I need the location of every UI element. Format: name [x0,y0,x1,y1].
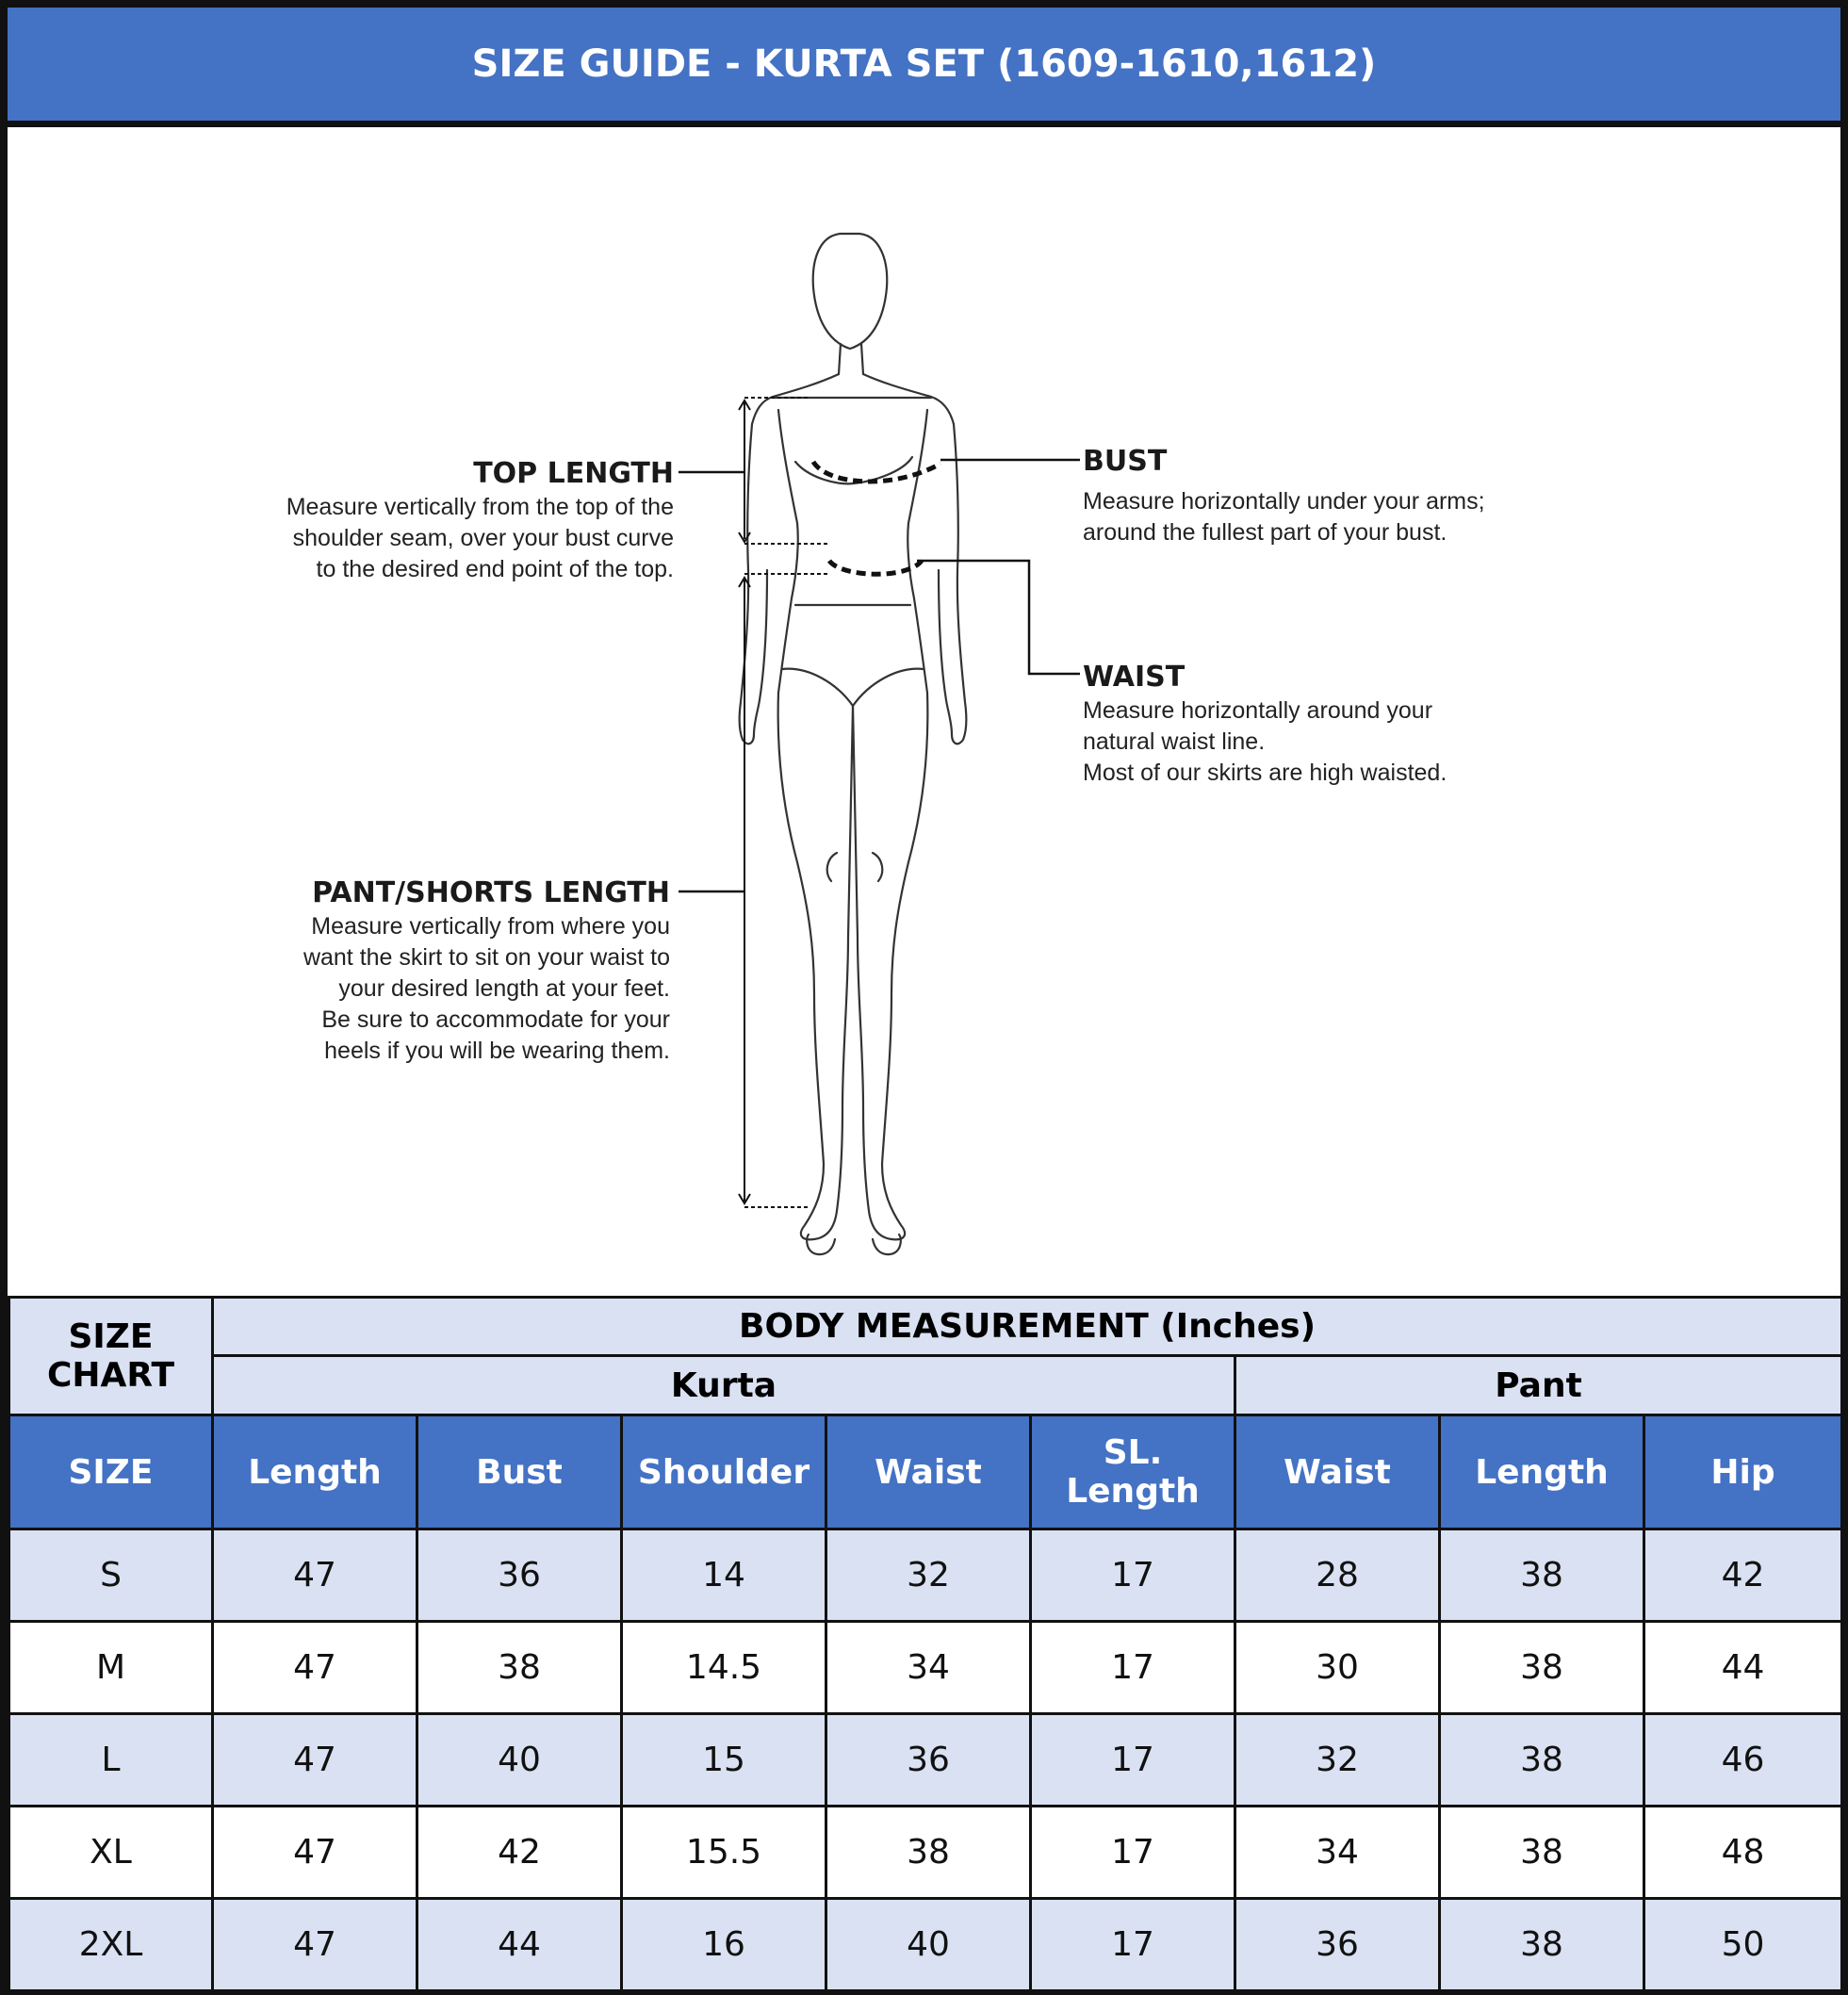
cell-hip: 44 [1644,1622,1842,1714]
pant-length-callout [303,876,670,1064]
cell-pant-waist: 34 [1235,1807,1440,1899]
column-header-shoulder: Shoulder [622,1415,826,1529]
kurta-group-label: Kurta [213,1356,1235,1415]
cell-kurta-waist: 36 [826,1714,1031,1807]
waist-heading: WAIST [1083,661,1186,694]
cell-pant-length: 38 [1440,1899,1644,1991]
waist-callout [1083,661,1447,786]
cell-kurta-length: 47 [213,1714,417,1807]
table-header-row-2 [9,1356,1842,1415]
cell-pant-length: 38 [1440,1529,1644,1622]
pant-length-heading: PANT/SHORTS LENGTH [312,876,670,909]
cell-size: L [9,1714,213,1807]
cell-shoulder: 14.5 [622,1622,826,1714]
cell-size: 2XL [9,1899,213,1991]
top-length-callout [286,457,674,582]
pant-length-line-4: Be sure to accommodate for your [321,1006,670,1033]
cell-kurta-waist: 34 [826,1622,1031,1714]
column-header-sl-length: SL. Length [1031,1415,1235,1529]
cell-size: XL [9,1807,213,1899]
bust-heading: BUST [1083,445,1168,478]
cell-kurta-length: 47 [213,1529,417,1622]
cell-pant-waist: 28 [1235,1529,1440,1622]
page-title: SIZE GUIDE - KURTA SET (1609-1610,1612) [471,42,1377,86]
title-bar [8,8,1840,127]
pant-length-line-2: want the skirt to sit on your waist to [303,944,670,971]
cell-kurta-waist: 40 [826,1899,1031,1991]
cell-kurta-waist: 32 [826,1529,1031,1622]
size-chart-table [8,1296,1843,1992]
pant-length-line-3: your desired length at your feet. [338,975,670,1002]
cell-shoulder: 16 [622,1899,826,1991]
size-chart-label: SIZE CHART [9,1298,213,1415]
waist-line-1: Measure horizontally around your [1083,697,1433,724]
cell-pant-length: 38 [1440,1807,1644,1899]
cell-size: M [9,1622,213,1714]
cell-hip: 50 [1644,1899,1842,1991]
top-length-heading: TOP LENGTH [473,457,674,490]
bust-line-1: Measure horizontally under your arms; [1083,488,1485,515]
cell-hip: 42 [1644,1529,1842,1622]
top-length-line-3: to the desired end point of the top. [316,556,674,582]
cell-sl-length: 17 [1031,1622,1235,1714]
cell-sl-length: 17 [1031,1714,1235,1807]
cell-sl-length: 17 [1031,1899,1235,1991]
cell-pant-length: 38 [1440,1714,1644,1807]
table-row [9,1899,1842,1991]
bust-callout [1083,445,1485,546]
cell-size: S [9,1529,213,1622]
size-rows [9,1529,1842,1991]
table-header-row-1 [9,1298,1842,1356]
cell-kurta-waist: 38 [826,1807,1031,1899]
waist-line-2: natural waist line. [1083,728,1266,755]
cell-bust: 44 [417,1899,622,1991]
column-header-pant-length: Length [1440,1415,1644,1529]
cell-bust: 42 [417,1807,622,1899]
pant-length-line-5: heels if you will be wearing them. [324,1038,670,1064]
waist-line-3: Most of our skirts are high waisted. [1083,760,1447,786]
cell-pant-length: 38 [1440,1622,1644,1714]
cell-sl-length: 17 [1031,1807,1235,1899]
column-header-kurta-length: Length [213,1415,417,1529]
table-row [9,1714,1842,1807]
column-header-kurta-waist: Waist [826,1415,1031,1529]
table-row [9,1529,1842,1622]
cell-kurta-length: 47 [213,1807,417,1899]
top-length-line-2: shoulder seam, over your bust curve [292,525,674,551]
measurement-guide-lines [679,398,1080,1207]
column-header-row [9,1415,1842,1529]
measurement-diagram [8,127,1840,1296]
cell-pant-waist: 30 [1235,1622,1440,1714]
cell-hip: 46 [1644,1714,1842,1807]
cell-sl-length: 17 [1031,1529,1235,1622]
cell-bust: 36 [417,1529,622,1622]
table-row [9,1807,1842,1899]
cell-shoulder: 15.5 [622,1807,826,1899]
cell-kurta-length: 47 [213,1622,417,1714]
cell-shoulder: 15 [622,1714,826,1807]
column-header-size: SIZE [9,1415,213,1529]
table-row [9,1622,1842,1714]
cell-bust: 38 [417,1622,622,1714]
bust-line-2: around the fullest part of your bust. [1083,519,1447,546]
pant-group-label: Pant [1235,1356,1842,1415]
column-header-bust: Bust [417,1415,622,1529]
cell-pant-waist: 36 [1235,1899,1440,1991]
cell-shoulder: 14 [622,1529,826,1622]
cell-bust: 40 [417,1714,622,1807]
column-header-pant-waist: Waist [1235,1415,1440,1529]
mannequin-illustration [740,234,967,1254]
column-header-hip: Hip [1644,1415,1842,1529]
cell-hip: 48 [1644,1807,1842,1899]
cell-pant-waist: 32 [1235,1714,1440,1807]
cell-kurta-length: 47 [213,1899,417,1991]
top-length-line-1: Measure vertically from the top of the [286,494,674,520]
measurement-figure [8,127,1840,1296]
body-measurement-label: BODY MEASUREMENT (Inches) [213,1298,1842,1356]
pant-length-line-1: Measure vertically from where you [311,913,670,940]
